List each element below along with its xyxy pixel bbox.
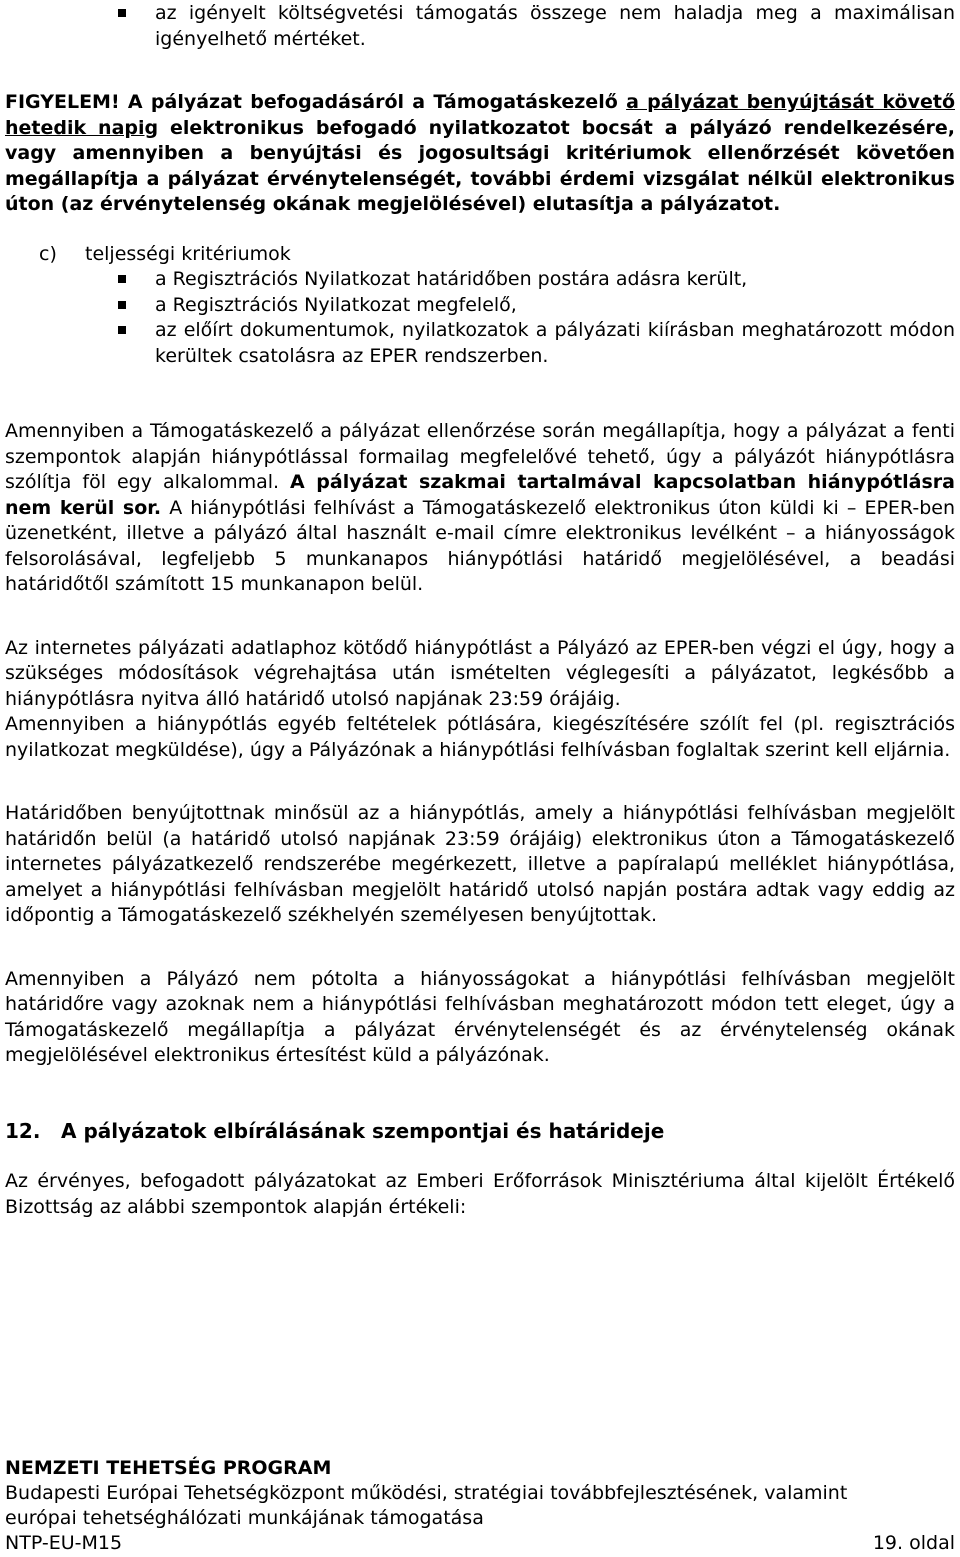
paragraph-deadline-definition: Határidőben benyújtottnak minősül az a hiánypótlás, amely a hiánypótlási felhívásban megjelölt határidőn belül (a határidő utolsó napjának 23:59 órájáig) elektronikus úton a Támogatáskezelő internetes pályázatkezelő rendszerébe megérkezett, illetve a papíralapú melléklet hiánypótlása, amelyet a hiánypótlási felhívásban megjelölt határidő utolsó napján postára adtak vagy eddig az időpontig a Támogatáskezelő székhelyén személyesen benyújtottak. [5, 802, 955, 926]
bullet-item: az igényelt költségvetési támogatás összege nem haladja meg a maximálisan igényelhető mértéket. [5, 1, 955, 52]
criteria-list [5, 267, 955, 369]
criteria-label: c) [39, 242, 57, 265]
criteria-item: a Regisztrációs Nyilatkozat határidőben postára adásra került, [5, 267, 955, 293]
criteria-block [5, 242, 955, 370]
bullet-list-top [5, 0, 955, 52]
footer-code: NTP-EU-M15 [5, 1532, 123, 1554]
paragraph-invalidity: Amennyiben a Pályázó nem pótolta a hiányosságokat a hiánypótlási felhívásban megjelölt határidőre vagy azoknak nem a hiánypótlási felhívásban meghatározott módon tett eleget, úgy a Támogatáskezelő megállapítja a pályázat érvénytelenségét és az érvénytelenség okának megjelölésével elektronikus értesítést küld a pályázónak. [5, 967, 955, 1066]
warning-paragraph [5, 90, 955, 218]
section-title: A pályázatok elbírálásának szempontjai és határideje [61, 1118, 665, 1143]
paragraph-eper-correction: Az internetes pályázati adatlaphoz kötődő hiánypótlást a Pályázó az EPER-ben végzi el úgy, hogy a szükséges módosítások végrehajtása után ismételten véglegesíti a pályázatot, legkésőbb a hiánypótlásra nyitva álló határidő utolsó napjának 23:59 órájáig. [5, 636, 955, 710]
footer-line-1: Budapesti Európai Tehetségközpont működési, stratégiai továbbfejlesztésének, valamint [5, 1482, 848, 1504]
warning-text-1: FIGYELEM! A pályázat befogadásáról a Támogatáskezelő [5, 91, 627, 113]
footer-bottom-row [5, 1531, 955, 1556]
page-footer [5, 1456, 955, 1556]
paragraph-deficiency-notice [5, 419, 955, 598]
criteria-item: a Regisztrációs Nyilatkozat megfelelő, [5, 293, 955, 319]
criteria-item: az előírt dokumentumok, nyilatkozatok a pályázati kiírásban meghatározott módon kerültek csatolásra az EPER rendszerben. [5, 318, 955, 369]
footer-line-2: európai tehetséghálózati munkájának támogatása [5, 1507, 484, 1529]
para1-bold-text: A pályázat szakmai tartalmával kapcsolatban hiánypótlásra nem kerül sor. [5, 471, 955, 519]
section-heading [5, 1119, 955, 1145]
warning-underlined-text: a pályázat benyújtását követő hetedik napig [5, 91, 955, 139]
footer-program-name: NEMZETI TEHETSÉG PROGRAM [5, 1457, 332, 1479]
document-page [5, 0, 955, 1220]
page-number: 19. oldal [872, 1532, 955, 1554]
para1-text-b: A hiánypótlási felhívást a Támogatáskezelő elektronikus úton küldi ki – EPER-ben üzenetként, illetve a pályázó által használt e-mail címre elektronikus levélként – a hiányosságok felsorolásával, legfeljebb 5 munkanapos hiánypótlási határidő megjelölésével, a beadási határidőtől számított 15 munkanapon belül. [5, 496, 955, 595]
warning-text-2: elektronikus befogadó nyilatkozatot bocsát a pályázó rendelkezésére, vagy amennyiben a benyújtási és jogosultsági kritériumok ellenőrzését követően megállapítja a pályázat érvénytelenségét, további érdemi vizsgálat nélkül elektronikus úton (az érvénytelenség okának megjelölésével) elutasítja a pályázatot. [5, 116, 955, 215]
criteria-heading [5, 242, 955, 268]
criteria-title: teljességi kritériumok [85, 242, 291, 265]
section-body: Az érvényes, befogadott pályázatokat az Emberi Erőforrások Minisztériuma által kijelölt Értékelő Bizottság az alábbi szempontok alapján értékeli: [5, 1170, 955, 1218]
paragraph-other-conditions: Amennyiben a hiánypótlás egyéb feltételek pótlására, kiegészítésére szólít fel (pl. regisztrációs nyilatkozat megküldése), úgy a Pályázónak a hiánypótlási felhívásban foglaltak szerint kell eljárnia. [5, 713, 955, 761]
section-number: 12. [5, 1118, 41, 1143]
para1-text-a: Amennyiben a Támogatáskezelő a pályázat ellenőrzése során megállapítja, hogy a pályázat a fenti szempontok alapján hiánypótlással formailag megfelelővé tehető, úgy a pályázót hiánypótlásra szólítja föl egy alkalommal. [5, 420, 955, 493]
